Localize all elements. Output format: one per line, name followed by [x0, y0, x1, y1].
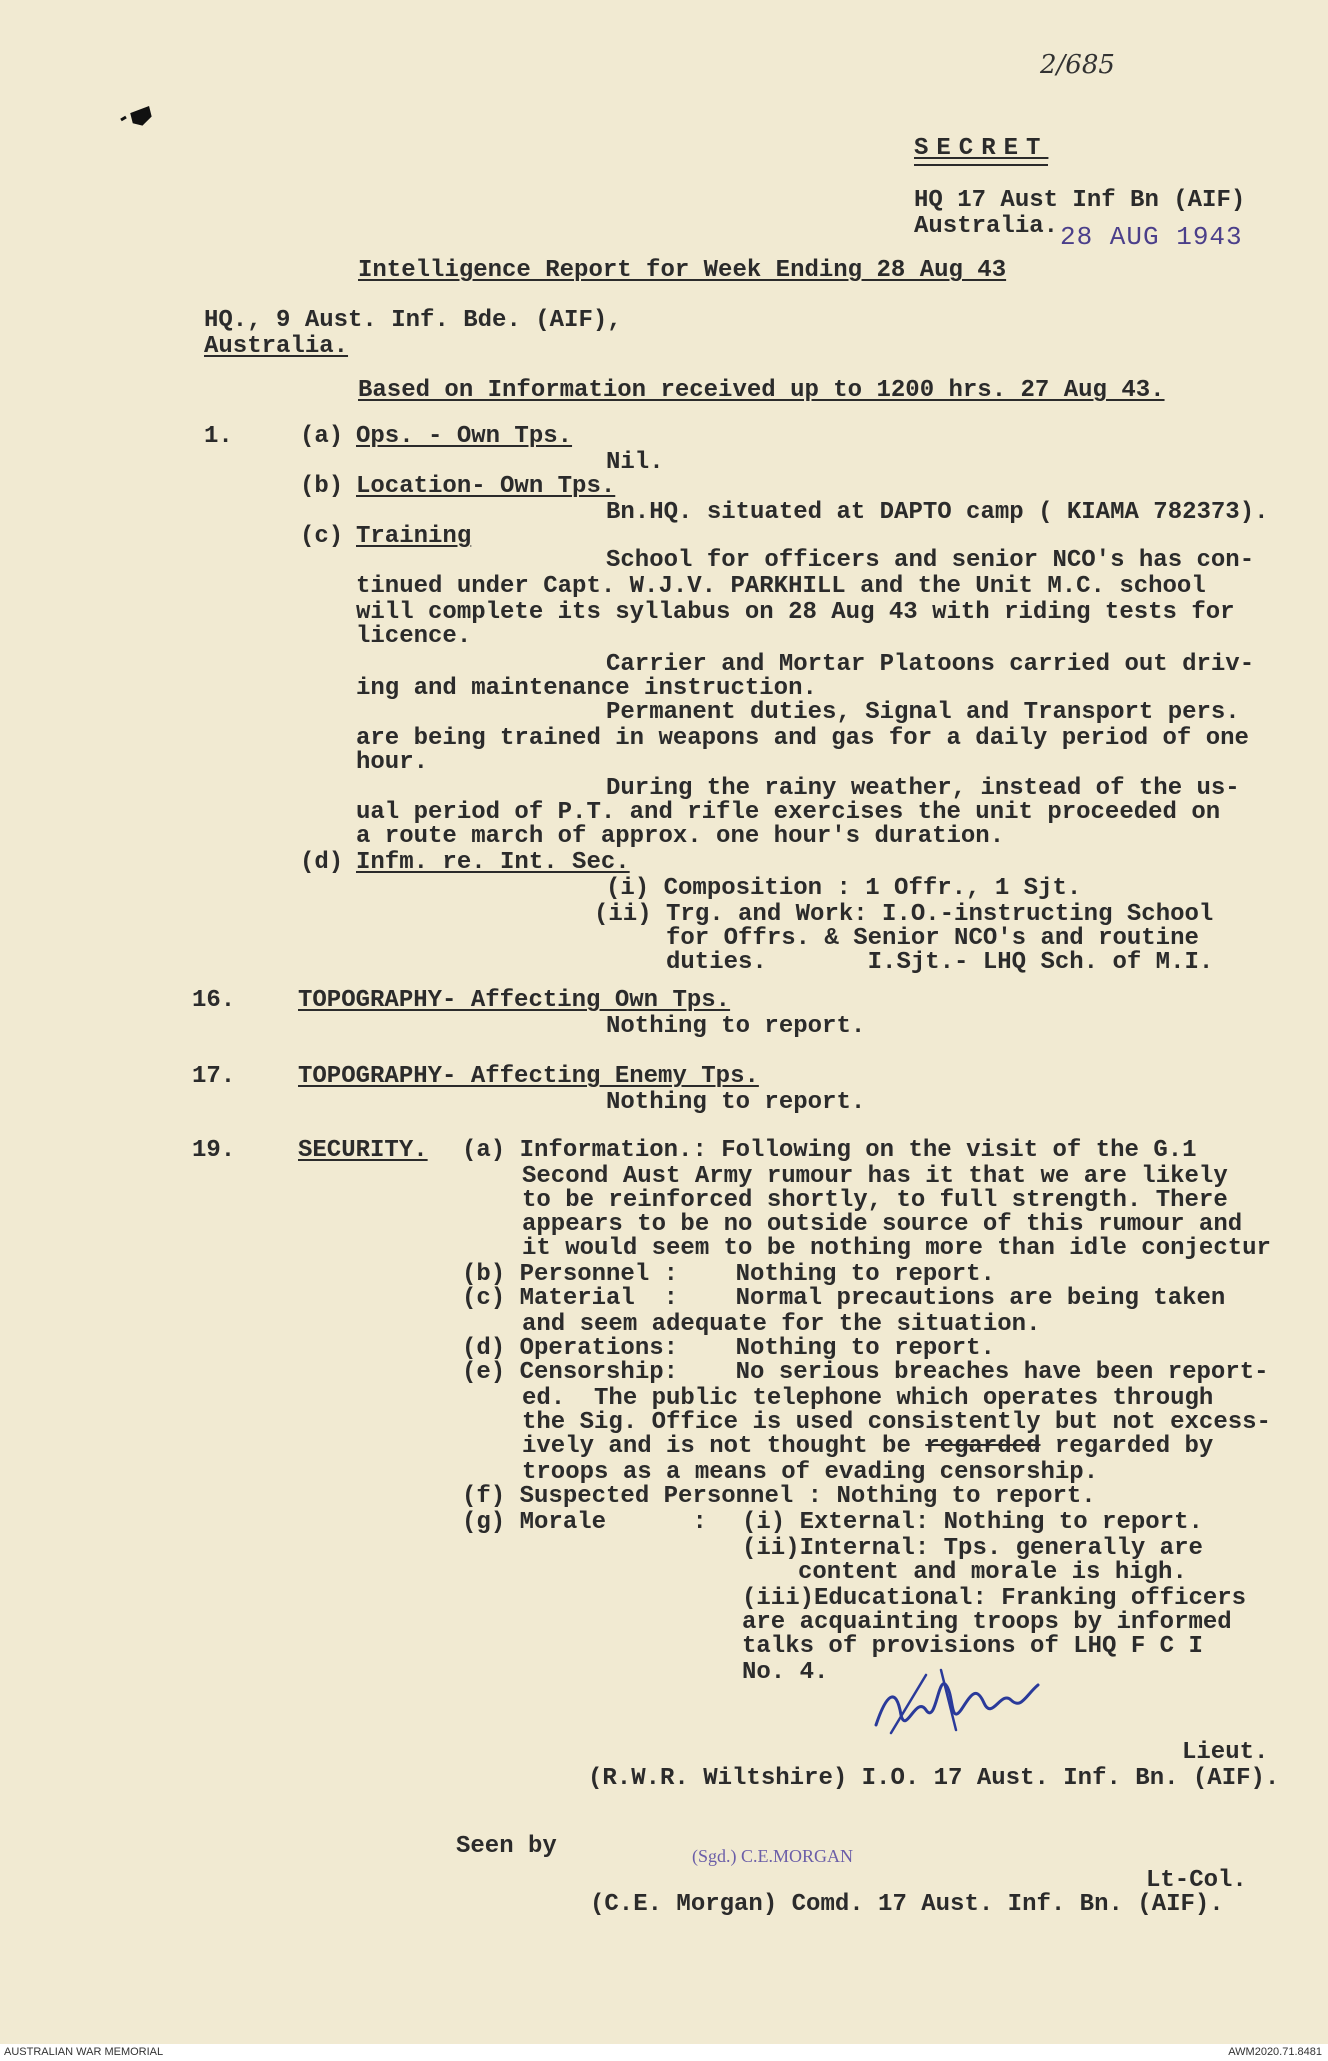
signoff-1-rank: Lieut.	[1182, 1739, 1269, 1766]
basis-line: Based on Information received up to 1200 hrs. 27 Aug 43.	[358, 377, 1165, 404]
addressee-line-2: Australia.	[204, 333, 349, 360]
s19-g: (g) Morale :	[462, 1509, 707, 1536]
s19-c-line: (c) Material : Normal precautions are being taken	[462, 1285, 1226, 1312]
s1-c-line: During the rainy weather, instead of the us-	[606, 775, 1240, 802]
s19-g-ii-line: content and morale is high.	[798, 1559, 1187, 1586]
s1-c-line: ing and maintenance instruction.	[356, 675, 817, 702]
s19-a-line: (a) Information.: Following on the visit of the G.1	[462, 1137, 1197, 1164]
s1-c-line: ual period of P.T. and rifle exercises the unit proceeded on	[356, 799, 1221, 826]
seen-by-label: Seen by	[456, 1833, 557, 1860]
s1-c-line: hour.	[356, 749, 429, 776]
footer-institution: AUSTRALIAN WAR MEMORIAL	[4, 2046, 164, 2058]
s1-d-label: (d)	[300, 849, 344, 876]
section-1-number: 1.	[204, 423, 233, 450]
s1-b-title: Location- Own Tps.	[356, 473, 616, 500]
s1-c-line: Carrier and Mortar Platoons carried out driv-	[606, 651, 1255, 678]
date-stamp: 28 AUG 1943	[1060, 222, 1243, 252]
s19-g-iii-line: talks of provisions of LHQ F C I	[742, 1633, 1203, 1660]
s19-e-text: ively and is not thought be	[522, 1433, 926, 1460]
section-17-title: TOPOGRAPHY- Affecting Enemy Tps.	[298, 1063, 759, 1090]
s19-g-iii-line: No. 4.	[742, 1659, 829, 1686]
signed-stamp: (Sgd.) C.E.MORGAN	[692, 1846, 854, 1866]
s19-e-text: regarded by	[1040, 1433, 1214, 1460]
s1-c-line: tinued under Capt. W.J.V. PARKHILL and the Unit M.C. school	[356, 573, 1206, 600]
s1-b-text: Bn.HQ. situated at DAPTO camp ( KIAMA 782373).	[606, 499, 1269, 526]
section-17-text: Nothing to report.	[606, 1089, 866, 1116]
s1-c-line: Permanent duties, Signal and Transport pers.	[606, 699, 1240, 726]
handwritten-signature	[866, 1655, 1046, 1745]
addressee-line-1: HQ., 9 Aust. Inf. Bde. (AIF),	[204, 307, 622, 334]
s1-a-label: (a)	[300, 423, 344, 450]
s19-g-i: (i) External: Nothing to report.	[742, 1509, 1203, 1536]
s1-c-title: Training	[356, 523, 472, 550]
s1-c-line: will complete its syllabus on 28 Aug 43 with riding tests for	[356, 599, 1235, 626]
section-19-number: 19.	[192, 1137, 236, 1164]
s19-e-line: (e) Censorship: No serious breaches have been report-	[462, 1359, 1269, 1386]
signoff-1-line: (R.W.R. Wiltshire) I.O. 17 Aust. Inf. Bn. (AIF).	[588, 1765, 1280, 1792]
section-19-title: SECURITY.	[298, 1137, 428, 1164]
s1-d-ii-line: (ii) Trg. and Work: I.O.-instructing School	[594, 901, 1214, 928]
s19-g-iii-line: are acquainting troops by informed	[742, 1609, 1232, 1636]
s1-a-title: Ops. - Own Tps.	[356, 423, 573, 450]
section-16-title: TOPOGRAPHY- Affecting Own Tps.	[298, 987, 731, 1014]
signoff-2-rank: Lt-Col.	[1146, 1867, 1247, 1894]
s1-d-ii-line: for Offrs. & Senior NCO's and routine	[666, 925, 1199, 952]
s19-a-line: it would seem to be nothing more than idle conjectur	[522, 1235, 1271, 1262]
s19-g-ii-line: (ii)Internal: Tps. generally are	[742, 1535, 1203, 1562]
signoff-2-line: (C.E. Morgan) Comd. 17 Aust. Inf. Bn. (AIF).	[590, 1891, 1224, 1918]
s1-c-line: School for officers and senior NCO's has con-	[606, 547, 1255, 574]
s19-a-line: Second Aust Army rumour has it that we are likely	[522, 1163, 1228, 1190]
s19-a-line: appears to be no outside source of this rumour and	[522, 1211, 1243, 1238]
section-17-number: 17.	[192, 1063, 236, 1090]
s19-e-line: troops as a means of evading censorship.	[522, 1459, 1099, 1486]
s19-e-line-with-correction	[522, 1434, 1213, 1460]
s19-d: (d) Operations: Nothing to report.	[462, 1335, 995, 1362]
struck-word: regarded	[925, 1433, 1041, 1460]
section-16-text: Nothing to report.	[606, 1013, 866, 1040]
footer-catalogue-id: AWM2020.71.8481	[1228, 2046, 1322, 2058]
s19-e-line: the Sig. Office is used consistently but not excess-	[522, 1409, 1271, 1436]
s19-a-line: to be reinforced shortly, to full strength. There	[522, 1187, 1228, 1214]
s19-f: (f) Suspected Personnel : Nothing to report.	[462, 1483, 1096, 1510]
sender-line-1: HQ 17 Aust Inf Bn (AIF)	[914, 187, 1246, 214]
s19-c-line: and seem adequate for the situation.	[522, 1311, 1041, 1338]
archive-footer	[0, 2044, 1328, 2061]
handwritten-reference: 2/685	[1040, 50, 1115, 80]
sender-line-2: Australia.	[914, 213, 1059, 240]
s1-a-text: Nil.	[606, 449, 664, 476]
s1-d-title: Infm. re. Int. Sec.	[356, 849, 630, 876]
s1-b-label: (b)	[300, 473, 344, 500]
s19-b: (b) Personnel : Nothing to report.	[462, 1261, 995, 1288]
s1-c-line: a route march of approx. one hour's duration.	[356, 823, 1005, 850]
s19-e-line: ed. The public telephone which operates through	[522, 1385, 1214, 1412]
s1-c-label: (c)	[300, 523, 344, 550]
punch-hole-mark	[118, 104, 152, 126]
classification-heading: SECRET	[914, 136, 1048, 166]
s19-g-iii-line: (iii)Educational: Franking officers	[742, 1585, 1247, 1612]
s1-d-ii-line: duties. I.Sjt.- LHQ Sch. of M.I.	[666, 949, 1214, 976]
s1-c-line: are being trained in weapons and gas for a daily period of one	[356, 725, 1249, 752]
report-title: Intelligence Report for Week Ending 28 Aug 43	[358, 257, 1007, 284]
s1-d-i: (i) Composition : 1 Offr., 1 Sjt.	[606, 875, 1082, 902]
s1-c-line: licence.	[356, 623, 472, 650]
section-16-number: 16.	[192, 987, 236, 1014]
